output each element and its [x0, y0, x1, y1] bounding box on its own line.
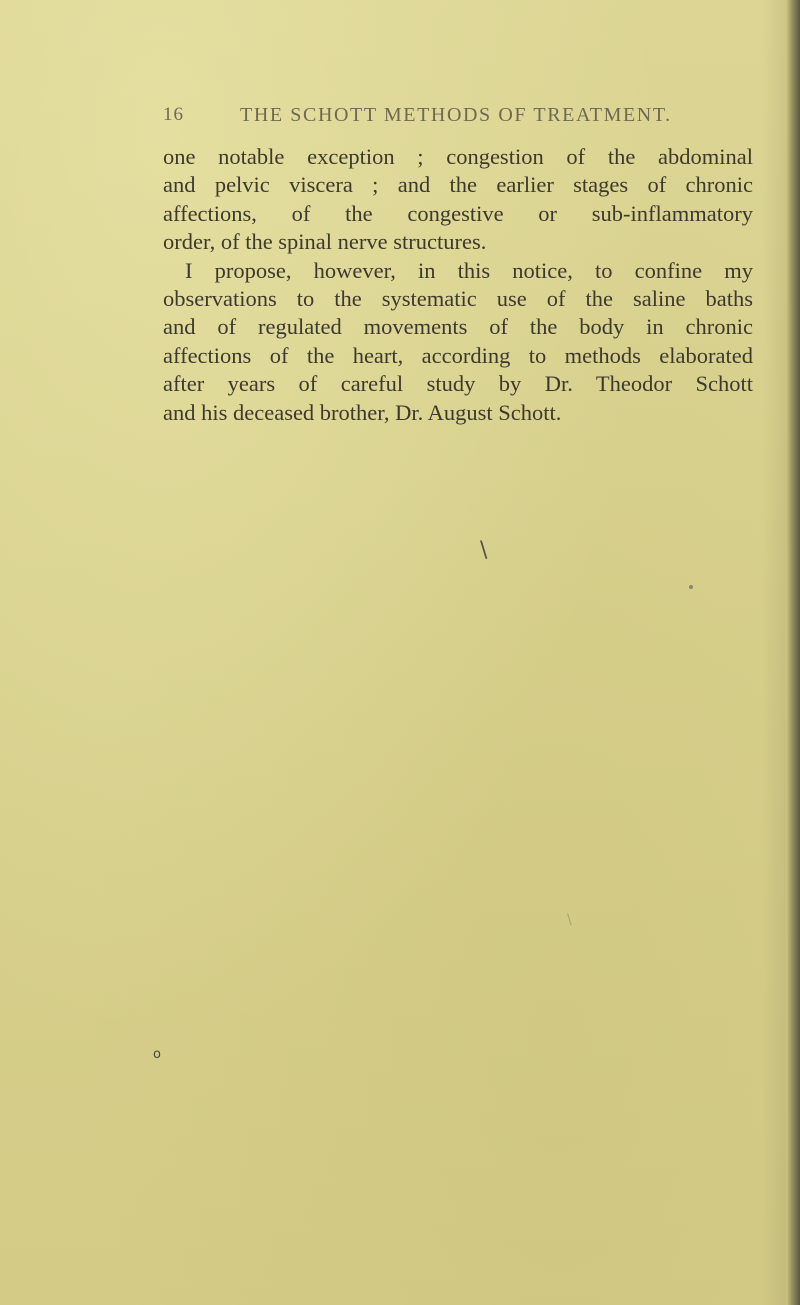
- text-line: one notable exception ; congestion of the abdominal: [163, 144, 753, 169]
- text-line: I propose, however, in this notice, to confine my: [185, 257, 753, 283]
- stray-mark: \: [480, 538, 488, 563]
- text-line: order, of the spinal nerve structures.: [163, 229, 487, 255]
- margin-mark: o: [153, 1047, 161, 1062]
- text-line: and pelvic viscera ; and the earlier stages of chronic: [163, 172, 753, 198]
- text-line: and of regulated movements of the body in chronic: [163, 314, 753, 340]
- text-line: and his deceased brother, Dr. August Schott.: [163, 399, 562, 425]
- text-line: affections of the heart, according to methods elaborated: [163, 342, 753, 368]
- stray-dot: [689, 585, 693, 589]
- faint-mark: \: [567, 912, 572, 928]
- text-line: observations to the systematic use of the saline baths: [163, 286, 753, 312]
- body-text: [163, 143, 753, 427]
- page-edge: [786, 0, 800, 1305]
- page-number: 16: [163, 104, 184, 125]
- running-head: [163, 102, 748, 132]
- text-line: affections, of the congestive or sub-inflammatory: [163, 200, 753, 226]
- page-edge-shadow: [762, 0, 786, 1305]
- running-title: THE SCHOTT METHODS OF TREATMENT.: [240, 104, 672, 126]
- text-line: after years of careful study by Dr. Theodor Schott: [163, 371, 753, 397]
